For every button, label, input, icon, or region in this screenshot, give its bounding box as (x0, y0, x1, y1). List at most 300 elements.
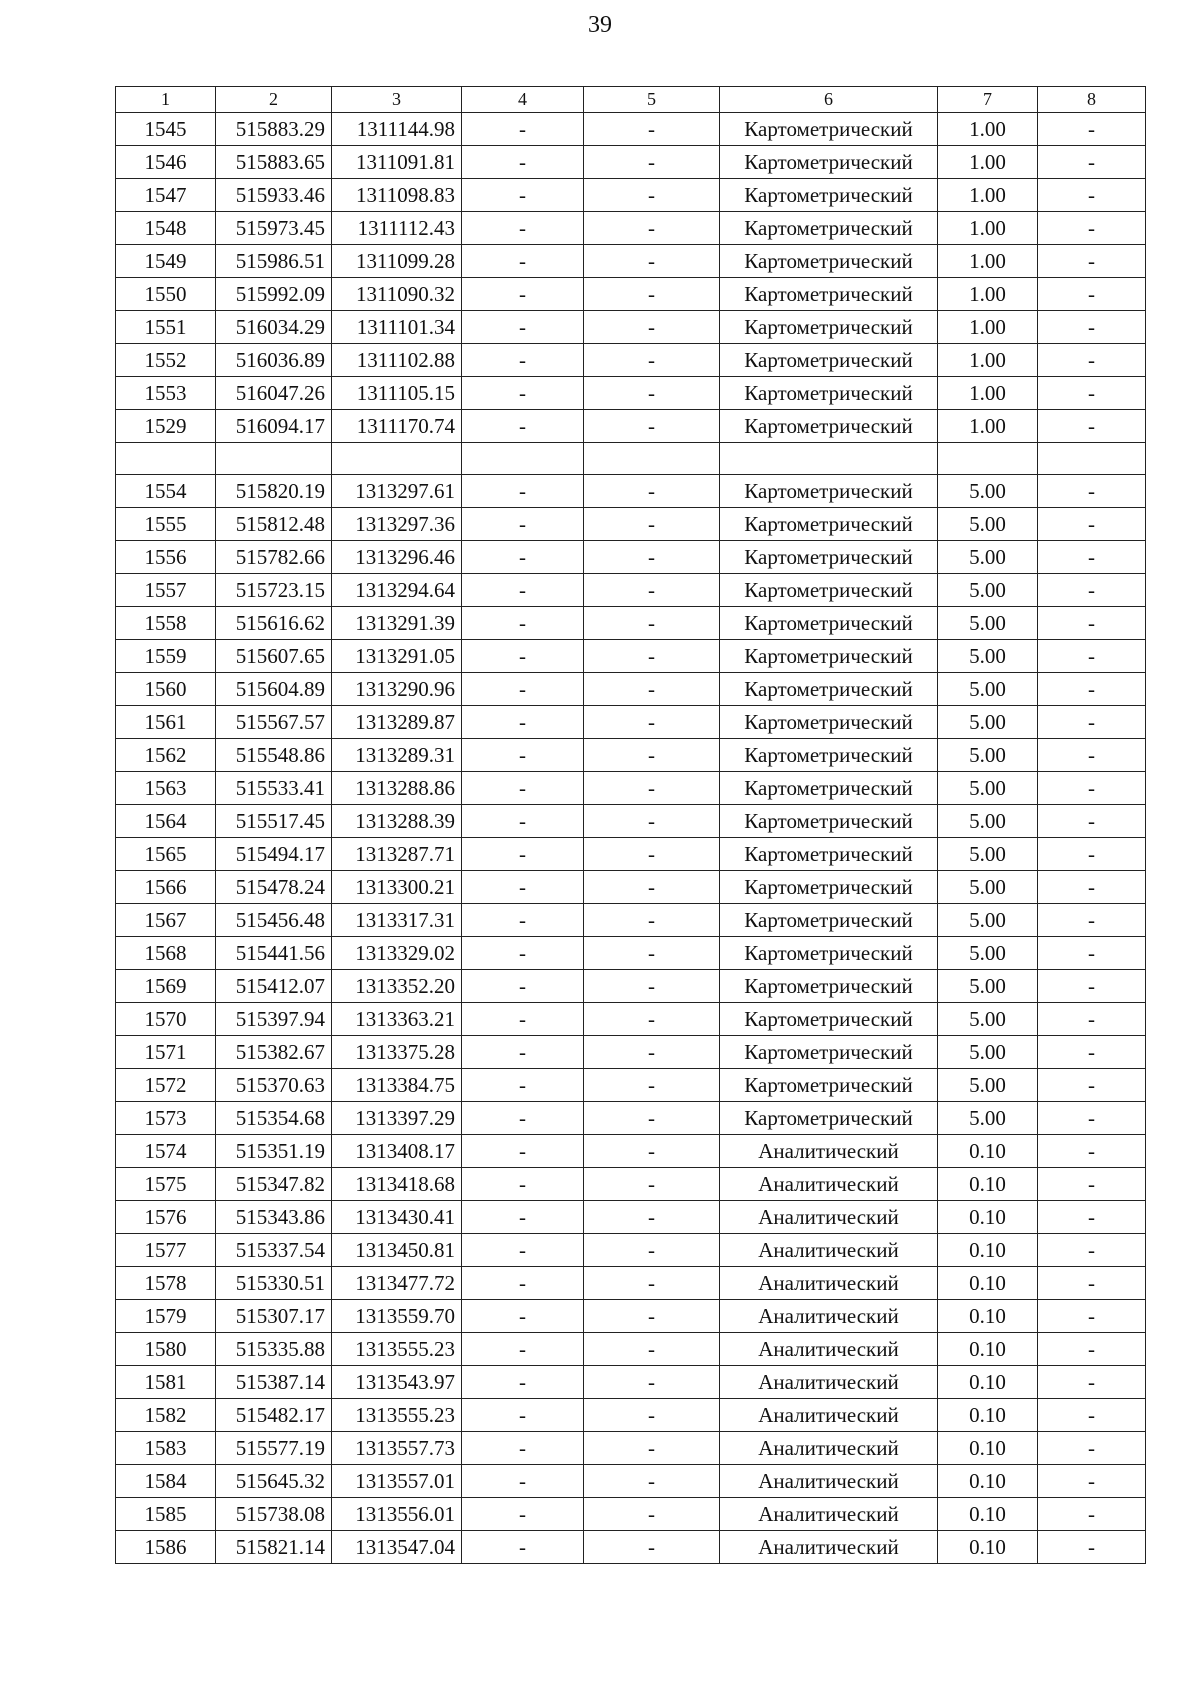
table-cell: Картометрический (720, 245, 938, 278)
table-row (116, 805, 1146, 838)
table-cell: 1558 (116, 607, 216, 640)
table-cell: Картометрический (720, 377, 938, 410)
table-cell: 1313291.05 (332, 640, 462, 673)
table-cell: - (1038, 1366, 1146, 1399)
table-cell: 1567 (116, 904, 216, 937)
table-cell: 1311170.74 (332, 410, 462, 443)
table-cell: 515933.46 (216, 179, 332, 212)
table-cell: 0.10 (938, 1267, 1038, 1300)
table-cell: 0.10 (938, 1432, 1038, 1465)
table-row (116, 574, 1146, 607)
table-cell: - (1038, 805, 1146, 838)
table-cell: 515607.65 (216, 640, 332, 673)
table-cell: - (584, 1498, 720, 1531)
table-cell: 1311099.28 (332, 245, 462, 278)
table-cell: 5.00 (938, 508, 1038, 541)
table-cell: - (584, 179, 720, 212)
table-cell: 515567.57 (216, 706, 332, 739)
table-cell: 5.00 (938, 1069, 1038, 1102)
table-cell: - (1038, 1531, 1146, 1564)
table-cell: - (1038, 1300, 1146, 1333)
table-cell: 1570 (116, 1003, 216, 1036)
table-cell: 515351.19 (216, 1135, 332, 1168)
table-cell: 1.00 (938, 245, 1038, 278)
table-row (116, 970, 1146, 1003)
table-cell: 5.00 (938, 475, 1038, 508)
table-cell: - (462, 1498, 584, 1531)
table-cell: - (1038, 245, 1146, 278)
table-cell: 0.10 (938, 1201, 1038, 1234)
table-cell: - (584, 805, 720, 838)
table-cell: - (584, 871, 720, 904)
table-cell: 1311105.15 (332, 377, 462, 410)
table-cell: - (462, 871, 584, 904)
table-row (116, 179, 1146, 212)
table-cell: Картометрический (720, 475, 938, 508)
table-cell: 1562 (116, 739, 216, 772)
table-cell: - (584, 1267, 720, 1300)
table-cell: - (584, 1366, 720, 1399)
table-cell: - (462, 904, 584, 937)
table-cell: 1313300.21 (332, 871, 462, 904)
table-cell: - (462, 1036, 584, 1069)
table-cell: - (462, 1531, 584, 1564)
table-cell: 1582 (116, 1399, 216, 1432)
table-cell: - (1038, 278, 1146, 311)
table-cell: - (584, 1102, 720, 1135)
table-row (116, 1498, 1146, 1531)
table-cell: - (1038, 541, 1146, 574)
table-cell: 515456.48 (216, 904, 332, 937)
table-cell: 1571 (116, 1036, 216, 1069)
table-cell: - (584, 278, 720, 311)
table-cell: - (584, 970, 720, 1003)
table-row (116, 640, 1146, 673)
table-cell: 516034.29 (216, 311, 332, 344)
table-cell: 515821.14 (216, 1531, 332, 1564)
table-cell: - (1038, 1267, 1146, 1300)
table-cell: - (584, 245, 720, 278)
table-cell: 1551 (116, 311, 216, 344)
table-cell: Картометрический (720, 607, 938, 640)
table-cell: - (1038, 673, 1146, 706)
table-cell: 5.00 (938, 1036, 1038, 1069)
table-cell: - (584, 607, 720, 640)
table-cell: 1569 (116, 970, 216, 1003)
table-cell: 1559 (116, 640, 216, 673)
table-cell: 0.10 (938, 1399, 1038, 1432)
table-cell: 1.00 (938, 212, 1038, 245)
table-cell: 0.10 (938, 1135, 1038, 1168)
table-cell: Картометрический (720, 344, 938, 377)
table-cell: - (462, 739, 584, 772)
table-cell: 1313557.73 (332, 1432, 462, 1465)
table-cell: 1564 (116, 805, 216, 838)
table-cell: - (462, 772, 584, 805)
table-cell (584, 443, 720, 475)
table-cell: - (462, 1366, 584, 1399)
table-cell: 1313555.23 (332, 1333, 462, 1366)
table-cell: 1313375.28 (332, 1036, 462, 1069)
table-cell: 1553 (116, 377, 216, 410)
table-cell: 1313296.46 (332, 541, 462, 574)
table-row (116, 113, 1146, 146)
table-cell: - (1038, 1168, 1146, 1201)
table-cell: 515577.19 (216, 1432, 332, 1465)
table-cell: - (1038, 1498, 1146, 1531)
table-cell: 1554 (116, 475, 216, 508)
table-cell: - (462, 1102, 584, 1135)
table-row (116, 1300, 1146, 1333)
table-cell: - (584, 311, 720, 344)
table-cell: Картометрический (720, 970, 938, 1003)
table-cell: 515482.17 (216, 1399, 332, 1432)
table-cell: 1584 (116, 1465, 216, 1498)
table-cell: 0.10 (938, 1498, 1038, 1531)
table-cell: 1313297.61 (332, 475, 462, 508)
table-header-row (116, 87, 1146, 113)
table-cell: - (584, 541, 720, 574)
table-cell: 1561 (116, 706, 216, 739)
table-cell: 0.10 (938, 1168, 1038, 1201)
table-cell: Картометрический (720, 278, 938, 311)
column-header: 8 (1038, 87, 1146, 113)
table-cell: 515343.86 (216, 1201, 332, 1234)
table-cell: 5.00 (938, 574, 1038, 607)
table-cell: - (1038, 607, 1146, 640)
table-cell: 1583 (116, 1432, 216, 1465)
table-cell (720, 443, 938, 475)
table-cell: - (462, 245, 584, 278)
table-cell: 515494.17 (216, 838, 332, 871)
table-cell: 1311144.98 (332, 113, 462, 146)
table-cell: Картометрический (720, 508, 938, 541)
table-row (116, 1432, 1146, 1465)
column-header: 7 (938, 87, 1038, 113)
table-cell: 515723.15 (216, 574, 332, 607)
table-cell: - (584, 146, 720, 179)
table-cell: - (1038, 904, 1146, 937)
table-cell: 1313288.86 (332, 772, 462, 805)
table-cell: Картометрический (720, 838, 938, 871)
table-cell: 515782.66 (216, 541, 332, 574)
table-row (116, 607, 1146, 640)
table-cell: - (584, 1003, 720, 1036)
table-cell: Картометрический (720, 805, 938, 838)
table-cell: 1311102.88 (332, 344, 462, 377)
column-header: 6 (720, 87, 938, 113)
table-cell: 1.00 (938, 179, 1038, 212)
table-cell: 1313418.68 (332, 1168, 462, 1201)
table-cell: - (1038, 179, 1146, 212)
table-cell: - (584, 344, 720, 377)
table-cell: 1578 (116, 1267, 216, 1300)
table-cell: - (584, 1465, 720, 1498)
table-cell: 515412.07 (216, 970, 332, 1003)
table-cell: 515441.56 (216, 937, 332, 970)
table-cell: - (462, 1003, 584, 1036)
table-cell: Аналитический (720, 1300, 938, 1333)
table-cell: - (584, 772, 720, 805)
table-cell: - (1038, 640, 1146, 673)
table-cell: 515397.94 (216, 1003, 332, 1036)
table-cell: Картометрический (720, 179, 938, 212)
table-cell: Картометрический (720, 113, 938, 146)
table-cell: 1575 (116, 1168, 216, 1201)
table-row (116, 1102, 1146, 1135)
table-cell: 515382.67 (216, 1036, 332, 1069)
table-body (116, 113, 1146, 1564)
table-cell: 1313288.39 (332, 805, 462, 838)
table-cell: - (584, 377, 720, 410)
table-cell: 1313555.23 (332, 1399, 462, 1432)
table-cell: - (462, 706, 584, 739)
table-cell: - (462, 410, 584, 443)
table-cell: - (462, 607, 584, 640)
table-cell: 1580 (116, 1333, 216, 1366)
table-cell: 1313384.75 (332, 1069, 462, 1102)
table-row (116, 541, 1146, 574)
table-cell: 1.00 (938, 311, 1038, 344)
table-cell: 1.00 (938, 113, 1038, 146)
table-cell: 1548 (116, 212, 216, 245)
table-cell: - (462, 377, 584, 410)
table-cell: 1.00 (938, 410, 1038, 443)
table-row (116, 1168, 1146, 1201)
table-row (116, 475, 1146, 508)
table-cell: Картометрический (720, 706, 938, 739)
table-row (116, 772, 1146, 805)
table-cell (116, 443, 216, 475)
table-row (116, 838, 1146, 871)
table-cell: 5.00 (938, 607, 1038, 640)
table-cell: 1579 (116, 1300, 216, 1333)
table-cell: 515973.45 (216, 212, 332, 245)
table-cell: - (584, 640, 720, 673)
table-cell: - (1038, 212, 1146, 245)
table-cell: - (584, 1432, 720, 1465)
table-cell: Картометрический (720, 739, 938, 772)
table-row (116, 443, 1146, 475)
table-row (116, 508, 1146, 541)
table-row (116, 245, 1146, 278)
table-cell: 515370.63 (216, 1069, 332, 1102)
table-row (116, 1333, 1146, 1366)
table-cell: Картометрический (720, 1003, 938, 1036)
table-row (116, 706, 1146, 739)
table-cell: Аналитический (720, 1267, 938, 1300)
table-cell: - (584, 1300, 720, 1333)
table-cell: - (462, 1234, 584, 1267)
table-cell: 5.00 (938, 970, 1038, 1003)
table-cell: 0.10 (938, 1333, 1038, 1366)
table-cell: 1550 (116, 278, 216, 311)
table-cell: Картометрический (720, 1036, 938, 1069)
table-cell: 515992.09 (216, 278, 332, 311)
table-cell: 515548.86 (216, 739, 332, 772)
table-cell: 1313363.21 (332, 1003, 462, 1036)
table-cell: 1557 (116, 574, 216, 607)
table-cell: - (1038, 1201, 1146, 1234)
table-cell: - (1038, 410, 1146, 443)
table-cell: 1565 (116, 838, 216, 871)
table-cell: - (462, 1069, 584, 1102)
table-cell: Картометрический (720, 574, 938, 607)
table-cell: - (1038, 871, 1146, 904)
table-row (116, 146, 1146, 179)
table-cell: 515533.41 (216, 772, 332, 805)
table-cell: - (462, 970, 584, 1003)
table-row (116, 871, 1146, 904)
table-cell: 515883.65 (216, 146, 332, 179)
column-header: 2 (216, 87, 332, 113)
table-cell: 1556 (116, 541, 216, 574)
table-cell: 1313352.20 (332, 970, 462, 1003)
table-cell (1038, 443, 1146, 475)
table-row (116, 1366, 1146, 1399)
table-cell: 515812.48 (216, 508, 332, 541)
table-cell: 1572 (116, 1069, 216, 1102)
table-cell: 1555 (116, 508, 216, 541)
column-header: 1 (116, 87, 216, 113)
table-cell: - (462, 937, 584, 970)
table-cell: 1313430.41 (332, 1201, 462, 1234)
table-cell: 515335.88 (216, 1333, 332, 1366)
table-cell: - (1038, 1135, 1146, 1168)
table-cell: Картометрический (720, 937, 938, 970)
table-cell: Аналитический (720, 1135, 938, 1168)
table-cell: - (1038, 937, 1146, 970)
table-row (116, 1069, 1146, 1102)
table-cell: 1313289.87 (332, 706, 462, 739)
table-cell: 0.10 (938, 1234, 1038, 1267)
table-cell: - (462, 640, 584, 673)
table-cell: 515354.68 (216, 1102, 332, 1135)
table-cell: - (584, 475, 720, 508)
table-cell: - (462, 574, 584, 607)
table-cell: Картометрический (720, 904, 938, 937)
table-cell: 1586 (116, 1531, 216, 1564)
table-cell: - (1038, 574, 1146, 607)
table-row (116, 212, 1146, 245)
table-cell: 1313317.31 (332, 904, 462, 937)
table-cell: - (462, 1465, 584, 1498)
table-cell: - (584, 1399, 720, 1432)
table-cell: 515307.17 (216, 1300, 332, 1333)
table-cell: - (462, 838, 584, 871)
table-cell: 1545 (116, 113, 216, 146)
table-cell: 515347.82 (216, 1168, 332, 1201)
table-cell: Картометрический (720, 1069, 938, 1102)
table-cell: - (584, 1036, 720, 1069)
table-cell: 1313291.39 (332, 607, 462, 640)
table-cell: 5.00 (938, 871, 1038, 904)
table-row (116, 1036, 1146, 1069)
table-cell: - (584, 1531, 720, 1564)
table-cell: - (584, 212, 720, 245)
table-cell: Картометрический (720, 311, 938, 344)
table-cell: 1313397.29 (332, 1102, 462, 1135)
coordinates-table (115, 86, 1146, 1564)
column-header: 5 (584, 87, 720, 113)
table-cell: - (462, 541, 584, 574)
table-cell: 515337.54 (216, 1234, 332, 1267)
table-cell: 1313543.97 (332, 1366, 462, 1399)
table-cell: - (1038, 146, 1146, 179)
table-cell: 1577 (116, 1234, 216, 1267)
table-cell: Картометрический (720, 772, 938, 805)
page-number: 39 (588, 12, 612, 38)
table-cell: 515330.51 (216, 1267, 332, 1300)
table-cell: 5.00 (938, 937, 1038, 970)
table-cell: 1313559.70 (332, 1300, 462, 1333)
table-cell: - (462, 113, 584, 146)
table-cell: 0.10 (938, 1366, 1038, 1399)
table-cell: 5.00 (938, 1003, 1038, 1036)
table-row (116, 904, 1146, 937)
table-cell: 1560 (116, 673, 216, 706)
table-cell: - (1038, 1003, 1146, 1036)
table-cell: 1313287.71 (332, 838, 462, 871)
table-cell: 515820.19 (216, 475, 332, 508)
table-cell: - (584, 1201, 720, 1234)
table-cell: 1.00 (938, 377, 1038, 410)
table-cell: - (584, 1135, 720, 1168)
table-cell: 1311090.32 (332, 278, 462, 311)
table-cell: 1566 (116, 871, 216, 904)
table-cell: Картометрический (720, 640, 938, 673)
table-cell: - (584, 113, 720, 146)
table-cell: - (1038, 1465, 1146, 1498)
table-cell: 1313450.81 (332, 1234, 462, 1267)
table-cell: 1547 (116, 179, 216, 212)
table-cell: Аналитический (720, 1399, 938, 1432)
table-row (116, 1267, 1146, 1300)
table-cell: 5.00 (938, 541, 1038, 574)
table-cell: Картометрический (720, 1102, 938, 1135)
table-cell: - (584, 706, 720, 739)
table-cell: 1313557.01 (332, 1465, 462, 1498)
table-cell: 515604.89 (216, 673, 332, 706)
table-cell: - (584, 574, 720, 607)
table-cell: - (1038, 1432, 1146, 1465)
table-cell: 1585 (116, 1498, 216, 1531)
table-cell: 5.00 (938, 640, 1038, 673)
table-cell: - (584, 1069, 720, 1102)
table-cell: 1311091.81 (332, 146, 462, 179)
table-cell: Аналитический (720, 1531, 938, 1564)
table-row (116, 673, 1146, 706)
table-cell: - (1038, 344, 1146, 377)
table-cell: 1549 (116, 245, 216, 278)
table-cell: - (1038, 739, 1146, 772)
table-row (116, 278, 1146, 311)
table-cell: - (1038, 1234, 1146, 1267)
table-cell: 1313408.17 (332, 1135, 462, 1168)
table-cell: Картометрический (720, 673, 938, 706)
table-cell: - (1038, 772, 1146, 805)
table-row (116, 1399, 1146, 1432)
table-row (116, 739, 1146, 772)
table-cell: - (1038, 508, 1146, 541)
table-cell: Аналитический (720, 1465, 938, 1498)
table-cell (938, 443, 1038, 475)
table-cell: - (1038, 377, 1146, 410)
table-cell: 515986.51 (216, 245, 332, 278)
table-cell: 1311112.43 (332, 212, 462, 245)
table-cell: 5.00 (938, 673, 1038, 706)
table-row (116, 410, 1146, 443)
